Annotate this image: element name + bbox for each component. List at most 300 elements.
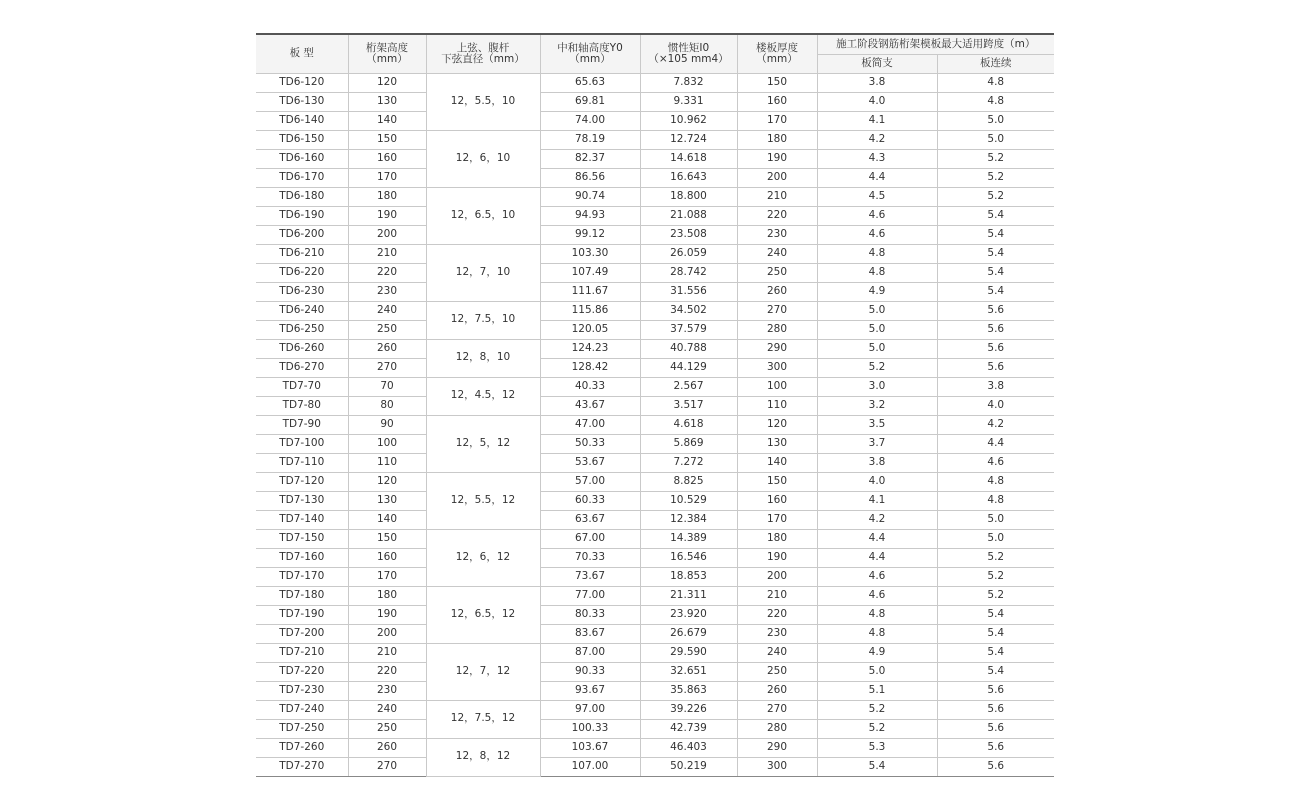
cell-type: TD6-190 bbox=[256, 206, 348, 225]
table-row bbox=[256, 548, 1054, 567]
cell-truss-height: 230 bbox=[348, 282, 426, 301]
cell-slab-thickness: 170 bbox=[737, 510, 817, 529]
table-row bbox=[256, 187, 1054, 206]
cell-truss-height: 270 bbox=[348, 757, 426, 776]
table-row bbox=[256, 757, 1054, 776]
cell-type: TD6-270 bbox=[256, 358, 348, 377]
cell-type: TD6-240 bbox=[256, 301, 348, 320]
cell-slab-thickness: 270 bbox=[737, 301, 817, 320]
cell-inertia: 35.863 bbox=[640, 681, 737, 700]
cell-type: TD6-230 bbox=[256, 282, 348, 301]
table-row bbox=[256, 700, 1054, 719]
cell-inertia: 14.618 bbox=[640, 149, 737, 168]
table-row bbox=[256, 491, 1054, 510]
cell-neutral-axis: 94.93 bbox=[540, 206, 640, 225]
cell-inertia: 18.853 bbox=[640, 567, 737, 586]
cell-neutral-axis: 107.49 bbox=[540, 263, 640, 282]
cell-slab-thickness: 190 bbox=[737, 548, 817, 567]
cell-neutral-axis: 128.42 bbox=[540, 358, 640, 377]
cell-type: TD7-220 bbox=[256, 662, 348, 681]
header-continuous: 板连续 bbox=[937, 54, 1054, 73]
cell-neutral-axis: 103.67 bbox=[540, 738, 640, 757]
cell-slab-thickness: 160 bbox=[737, 92, 817, 111]
cell-span-simple: 4.6 bbox=[817, 586, 937, 605]
table-row bbox=[256, 149, 1054, 168]
cell-type: TD6-140 bbox=[256, 111, 348, 130]
cell-neutral-axis: 103.30 bbox=[540, 244, 640, 263]
cell-neutral-axis: 40.33 bbox=[540, 377, 640, 396]
table-row bbox=[256, 396, 1054, 415]
cell-type: TD7-120 bbox=[256, 472, 348, 491]
cell-inertia: 7.272 bbox=[640, 453, 737, 472]
cell-span-simple: 4.3 bbox=[817, 149, 937, 168]
cell-span-continuous: 4.4 bbox=[937, 434, 1054, 453]
cell-neutral-axis: 43.67 bbox=[540, 396, 640, 415]
cell-type: TD7-210 bbox=[256, 643, 348, 662]
cell-truss-height: 210 bbox=[348, 643, 426, 662]
cell-slab-thickness: 280 bbox=[737, 719, 817, 738]
table-row bbox=[256, 510, 1054, 529]
cell-truss-height: 140 bbox=[348, 111, 426, 130]
cell-neutral-axis: 47.00 bbox=[540, 415, 640, 434]
header-inertia: 惯性矩I0 （×105 mm4） bbox=[640, 34, 737, 73]
table-body bbox=[256, 73, 1054, 776]
table-row bbox=[256, 358, 1054, 377]
cell-truss-height: 180 bbox=[348, 187, 426, 206]
cell-span-simple: 5.3 bbox=[817, 738, 937, 757]
cell-slab-thickness: 100 bbox=[737, 377, 817, 396]
cell-type: TD6-130 bbox=[256, 92, 348, 111]
cell-inertia: 40.788 bbox=[640, 339, 737, 358]
cell-span-continuous: 5.2 bbox=[937, 567, 1054, 586]
cell-type: TD6-150 bbox=[256, 130, 348, 149]
cell-neutral-axis: 67.00 bbox=[540, 529, 640, 548]
cell-neutral-axis: 90.74 bbox=[540, 187, 640, 206]
cell-neutral-axis: 77.00 bbox=[540, 586, 640, 605]
cell-span-continuous: 5.4 bbox=[937, 244, 1054, 263]
cell-neutral-axis: 74.00 bbox=[540, 111, 640, 130]
cell-span-continuous: 4.6 bbox=[937, 453, 1054, 472]
cell-inertia: 26.679 bbox=[640, 624, 737, 643]
cell-slab-thickness: 280 bbox=[737, 320, 817, 339]
cell-span-simple: 4.2 bbox=[817, 510, 937, 529]
table-row bbox=[256, 681, 1054, 700]
cell-inertia: 18.800 bbox=[640, 187, 737, 206]
cell-slab-thickness: 240 bbox=[737, 643, 817, 662]
cell-bar-diameter: 12，4.5，12 bbox=[426, 377, 540, 415]
table-row bbox=[256, 624, 1054, 643]
cell-span-continuous: 4.2 bbox=[937, 415, 1054, 434]
cell-span-simple: 4.8 bbox=[817, 263, 937, 282]
table-row bbox=[256, 263, 1054, 282]
cell-neutral-axis: 90.33 bbox=[540, 662, 640, 681]
table-row bbox=[256, 301, 1054, 320]
cell-slab-thickness: 160 bbox=[737, 491, 817, 510]
cell-type: TD6-250 bbox=[256, 320, 348, 339]
cell-inertia: 3.517 bbox=[640, 396, 737, 415]
cell-slab-thickness: 240 bbox=[737, 244, 817, 263]
cell-truss-height: 100 bbox=[348, 434, 426, 453]
cell-truss-height: 140 bbox=[348, 510, 426, 529]
cell-span-continuous: 5.4 bbox=[937, 605, 1054, 624]
cell-span-continuous: 5.6 bbox=[937, 681, 1054, 700]
cell-truss-height: 200 bbox=[348, 225, 426, 244]
cell-neutral-axis: 73.67 bbox=[540, 567, 640, 586]
table-row bbox=[256, 377, 1054, 396]
cell-neutral-axis: 111.67 bbox=[540, 282, 640, 301]
cell-type: TD7-170 bbox=[256, 567, 348, 586]
cell-inertia: 34.502 bbox=[640, 301, 737, 320]
cell-span-simple: 3.8 bbox=[817, 453, 937, 472]
cell-slab-thickness: 250 bbox=[737, 263, 817, 282]
cell-inertia: 5.869 bbox=[640, 434, 737, 453]
cell-slab-thickness: 150 bbox=[737, 472, 817, 491]
cell-span-continuous: 5.2 bbox=[937, 168, 1054, 187]
cell-neutral-axis: 100.33 bbox=[540, 719, 640, 738]
table-row bbox=[256, 168, 1054, 187]
cell-span-simple: 5.2 bbox=[817, 700, 937, 719]
cell-type: TD6-220 bbox=[256, 263, 348, 282]
cell-slab-thickness: 200 bbox=[737, 567, 817, 586]
cell-inertia: 21.088 bbox=[640, 206, 737, 225]
cell-span-simple: 4.6 bbox=[817, 567, 937, 586]
cell-truss-height: 130 bbox=[348, 491, 426, 510]
cell-span-simple: 5.0 bbox=[817, 301, 937, 320]
cell-span-simple: 4.9 bbox=[817, 282, 937, 301]
cell-span-continuous: 5.4 bbox=[937, 263, 1054, 282]
cell-slab-thickness: 260 bbox=[737, 681, 817, 700]
cell-inertia: 44.129 bbox=[640, 358, 737, 377]
table-row bbox=[256, 662, 1054, 681]
cell-truss-height: 190 bbox=[348, 206, 426, 225]
cell-span-simple: 4.4 bbox=[817, 548, 937, 567]
cell-neutral-axis: 97.00 bbox=[540, 700, 640, 719]
table-row bbox=[256, 244, 1054, 263]
cell-bar-diameter: 12，5.5，12 bbox=[426, 472, 540, 529]
cell-span-simple: 4.0 bbox=[817, 92, 937, 111]
cell-span-continuous: 4.8 bbox=[937, 491, 1054, 510]
cell-type: TD6-260 bbox=[256, 339, 348, 358]
cell-truss-height: 240 bbox=[348, 301, 426, 320]
header-slab-thickness: 楼板厚度 （mm） bbox=[737, 34, 817, 73]
cell-slab-thickness: 230 bbox=[737, 225, 817, 244]
cell-truss-height: 230 bbox=[348, 681, 426, 700]
cell-span-simple: 4.8 bbox=[817, 244, 937, 263]
cell-bar-diameter: 12，7，12 bbox=[426, 643, 540, 700]
cell-span-simple: 4.8 bbox=[817, 624, 937, 643]
cell-slab-thickness: 130 bbox=[737, 434, 817, 453]
cell-inertia: 8.825 bbox=[640, 472, 737, 491]
cell-type: TD7-90 bbox=[256, 415, 348, 434]
cell-slab-thickness: 290 bbox=[737, 339, 817, 358]
cell-slab-thickness: 170 bbox=[737, 111, 817, 130]
cell-type: TD7-80 bbox=[256, 396, 348, 415]
table-row bbox=[256, 453, 1054, 472]
cell-span-continuous: 5.0 bbox=[937, 111, 1054, 130]
cell-truss-height: 180 bbox=[348, 586, 426, 605]
cell-inertia: 12.384 bbox=[640, 510, 737, 529]
truss-spec-table bbox=[256, 33, 1054, 777]
cell-inertia: 9.331 bbox=[640, 92, 737, 111]
cell-truss-height: 120 bbox=[348, 73, 426, 92]
cell-inertia: 7.832 bbox=[640, 73, 737, 92]
cell-truss-height: 120 bbox=[348, 472, 426, 491]
table-row bbox=[256, 719, 1054, 738]
cell-inertia: 16.546 bbox=[640, 548, 737, 567]
cell-span-continuous: 5.4 bbox=[937, 206, 1054, 225]
cell-span-simple: 4.9 bbox=[817, 643, 937, 662]
table-row bbox=[256, 529, 1054, 548]
cell-span-continuous: 5.6 bbox=[937, 700, 1054, 719]
cell-slab-thickness: 300 bbox=[737, 757, 817, 776]
cell-inertia: 39.226 bbox=[640, 700, 737, 719]
table-row bbox=[256, 130, 1054, 149]
cell-type: TD6-200 bbox=[256, 225, 348, 244]
table-row bbox=[256, 643, 1054, 662]
cell-slab-thickness: 210 bbox=[737, 586, 817, 605]
cell-truss-height: 80 bbox=[348, 396, 426, 415]
cell-truss-height: 170 bbox=[348, 567, 426, 586]
cell-slab-thickness: 270 bbox=[737, 700, 817, 719]
cell-span-simple: 3.2 bbox=[817, 396, 937, 415]
cell-neutral-axis: 65.63 bbox=[540, 73, 640, 92]
cell-type: TD7-100 bbox=[256, 434, 348, 453]
cell-span-simple: 4.4 bbox=[817, 168, 937, 187]
cell-truss-height: 170 bbox=[348, 168, 426, 187]
cell-type: TD6-170 bbox=[256, 168, 348, 187]
cell-inertia: 50.219 bbox=[640, 757, 737, 776]
cell-span-simple: 5.2 bbox=[817, 719, 937, 738]
cell-neutral-axis: 69.81 bbox=[540, 92, 640, 111]
cell-inertia: 37.579 bbox=[640, 320, 737, 339]
cell-span-simple: 5.2 bbox=[817, 358, 937, 377]
cell-neutral-axis: 50.33 bbox=[540, 434, 640, 453]
cell-truss-height: 240 bbox=[348, 700, 426, 719]
cell-inertia: 28.742 bbox=[640, 263, 737, 282]
cell-type: TD7-200 bbox=[256, 624, 348, 643]
cell-bar-diameter: 12，7.5，10 bbox=[426, 301, 540, 339]
table-row bbox=[256, 111, 1054, 130]
cell-span-continuous: 5.6 bbox=[937, 358, 1054, 377]
cell-type: TD6-160 bbox=[256, 149, 348, 168]
cell-slab-thickness: 120 bbox=[737, 415, 817, 434]
cell-slab-thickness: 110 bbox=[737, 396, 817, 415]
cell-type: TD7-110 bbox=[256, 453, 348, 472]
cell-truss-height: 190 bbox=[348, 605, 426, 624]
cell-type: TD7-260 bbox=[256, 738, 348, 757]
cell-slab-thickness: 180 bbox=[737, 130, 817, 149]
cell-truss-height: 90 bbox=[348, 415, 426, 434]
table-row bbox=[256, 206, 1054, 225]
cell-span-continuous: 4.8 bbox=[937, 472, 1054, 491]
cell-truss-height: 270 bbox=[348, 358, 426, 377]
cell-truss-height: 220 bbox=[348, 263, 426, 282]
cell-slab-thickness: 290 bbox=[737, 738, 817, 757]
cell-truss-height: 250 bbox=[348, 320, 426, 339]
cell-neutral-axis: 115.86 bbox=[540, 301, 640, 320]
cell-inertia: 2.567 bbox=[640, 377, 737, 396]
cell-inertia: 14.389 bbox=[640, 529, 737, 548]
cell-bar-diameter: 12，5，12 bbox=[426, 415, 540, 472]
table-row bbox=[256, 472, 1054, 491]
cell-truss-height: 150 bbox=[348, 529, 426, 548]
cell-neutral-axis: 53.67 bbox=[540, 453, 640, 472]
cell-type: TD7-180 bbox=[256, 586, 348, 605]
cell-span-continuous: 5.2 bbox=[937, 187, 1054, 206]
cell-type: TD7-270 bbox=[256, 757, 348, 776]
table-row bbox=[256, 567, 1054, 586]
cell-truss-height: 260 bbox=[348, 738, 426, 757]
cell-inertia: 23.508 bbox=[640, 225, 737, 244]
cell-span-simple: 3.5 bbox=[817, 415, 937, 434]
cell-inertia: 46.403 bbox=[640, 738, 737, 757]
cell-neutral-axis: 87.00 bbox=[540, 643, 640, 662]
cell-span-simple: 5.4 bbox=[817, 757, 937, 776]
cell-neutral-axis: 63.67 bbox=[540, 510, 640, 529]
cell-inertia: 26.059 bbox=[640, 244, 737, 263]
cell-span-continuous: 5.6 bbox=[937, 320, 1054, 339]
table-header bbox=[256, 34, 1054, 73]
cell-span-continuous: 5.2 bbox=[937, 548, 1054, 567]
table-row bbox=[256, 282, 1054, 301]
cell-span-continuous: 5.6 bbox=[937, 738, 1054, 757]
cell-type: TD7-70 bbox=[256, 377, 348, 396]
table-row bbox=[256, 586, 1054, 605]
cell-span-continuous: 5.6 bbox=[937, 757, 1054, 776]
cell-truss-height: 130 bbox=[348, 92, 426, 111]
cell-span-continuous: 5.2 bbox=[937, 586, 1054, 605]
table-row bbox=[256, 738, 1054, 757]
cell-truss-height: 150 bbox=[348, 130, 426, 149]
cell-span-continuous: 5.4 bbox=[937, 282, 1054, 301]
table-row bbox=[256, 92, 1054, 111]
cell-slab-thickness: 220 bbox=[737, 605, 817, 624]
cell-neutral-axis: 83.67 bbox=[540, 624, 640, 643]
cell-slab-thickness: 230 bbox=[737, 624, 817, 643]
cell-type: TD7-240 bbox=[256, 700, 348, 719]
cell-span-simple: 4.1 bbox=[817, 111, 937, 130]
cell-neutral-axis: 120.05 bbox=[540, 320, 640, 339]
cell-truss-height: 260 bbox=[348, 339, 426, 358]
cell-type: TD7-230 bbox=[256, 681, 348, 700]
cell-span-continuous: 5.0 bbox=[937, 130, 1054, 149]
cell-span-continuous: 5.4 bbox=[937, 225, 1054, 244]
cell-neutral-axis: 80.33 bbox=[540, 605, 640, 624]
cell-truss-height: 70 bbox=[348, 377, 426, 396]
header-max-span: 施工阶段钢筋桁架模板最大适用跨度（m） bbox=[817, 34, 1054, 54]
cell-span-simple: 4.1 bbox=[817, 491, 937, 510]
cell-span-continuous: 5.2 bbox=[937, 149, 1054, 168]
table-row bbox=[256, 320, 1054, 339]
cell-span-simple: 3.7 bbox=[817, 434, 937, 453]
cell-inertia: 42.739 bbox=[640, 719, 737, 738]
table-row bbox=[256, 339, 1054, 358]
cell-span-continuous: 5.4 bbox=[937, 643, 1054, 662]
cell-span-simple: 4.0 bbox=[817, 472, 937, 491]
cell-neutral-axis: 57.00 bbox=[540, 472, 640, 491]
cell-span-simple: 4.8 bbox=[817, 605, 937, 624]
cell-type: TD7-140 bbox=[256, 510, 348, 529]
cell-span-continuous: 5.6 bbox=[937, 301, 1054, 320]
cell-span-simple: 5.1 bbox=[817, 681, 937, 700]
table-row bbox=[256, 73, 1054, 92]
cell-inertia: 4.618 bbox=[640, 415, 737, 434]
cell-bar-diameter: 12，7，10 bbox=[426, 244, 540, 301]
cell-slab-thickness: 300 bbox=[737, 358, 817, 377]
cell-inertia: 23.920 bbox=[640, 605, 737, 624]
cell-neutral-axis: 60.33 bbox=[540, 491, 640, 510]
cell-inertia: 10.962 bbox=[640, 111, 737, 130]
cell-type: TD7-150 bbox=[256, 529, 348, 548]
cell-truss-height: 220 bbox=[348, 662, 426, 681]
table-row bbox=[256, 225, 1054, 244]
header-type: 板 型 bbox=[256, 34, 348, 73]
cell-bar-diameter: 12，6，10 bbox=[426, 130, 540, 187]
header-bar-diameter: 上弦、腹杆 下弦直径（mm） bbox=[426, 34, 540, 73]
cell-bar-diameter: 12，6.5，10 bbox=[426, 187, 540, 244]
cell-span-simple: 5.0 bbox=[817, 339, 937, 358]
cell-slab-thickness: 260 bbox=[737, 282, 817, 301]
cell-slab-thickness: 140 bbox=[737, 453, 817, 472]
cell-type: TD7-160 bbox=[256, 548, 348, 567]
cell-span-simple: 4.4 bbox=[817, 529, 937, 548]
cell-inertia: 21.311 bbox=[640, 586, 737, 605]
cell-slab-thickness: 190 bbox=[737, 149, 817, 168]
cell-inertia: 32.651 bbox=[640, 662, 737, 681]
cell-bar-diameter: 12，6.5，12 bbox=[426, 586, 540, 643]
cell-span-continuous: 4.8 bbox=[937, 92, 1054, 111]
cell-bar-diameter: 12，8，10 bbox=[426, 339, 540, 377]
cell-inertia: 12.724 bbox=[640, 130, 737, 149]
cell-type: TD7-190 bbox=[256, 605, 348, 624]
cell-type: TD6-120 bbox=[256, 73, 348, 92]
header-simple-support: 板简支 bbox=[817, 54, 937, 73]
cell-slab-thickness: 200 bbox=[737, 168, 817, 187]
cell-inertia: 10.529 bbox=[640, 491, 737, 510]
cell-truss-height: 200 bbox=[348, 624, 426, 643]
cell-neutral-axis: 70.33 bbox=[540, 548, 640, 567]
cell-span-continuous: 5.0 bbox=[937, 529, 1054, 548]
cell-span-simple: 5.0 bbox=[817, 662, 937, 681]
cell-truss-height: 160 bbox=[348, 149, 426, 168]
cell-neutral-axis: 99.12 bbox=[540, 225, 640, 244]
cell-span-continuous: 5.6 bbox=[937, 339, 1054, 358]
cell-bar-diameter: 12，8，12 bbox=[426, 738, 540, 776]
cell-span-continuous: 5.4 bbox=[937, 662, 1054, 681]
cell-span-continuous: 5.6 bbox=[937, 719, 1054, 738]
cell-span-simple: 5.0 bbox=[817, 320, 937, 339]
table-row bbox=[256, 605, 1054, 624]
cell-slab-thickness: 150 bbox=[737, 73, 817, 92]
cell-span-simple: 3.0 bbox=[817, 377, 937, 396]
cell-bar-diameter: 12，7.5，12 bbox=[426, 700, 540, 738]
cell-neutral-axis: 93.67 bbox=[540, 681, 640, 700]
header-neutral-axis: 中和轴高度Y0 （mm） bbox=[540, 34, 640, 73]
cell-slab-thickness: 220 bbox=[737, 206, 817, 225]
table-row bbox=[256, 415, 1054, 434]
cell-span-simple: 3.8 bbox=[817, 73, 937, 92]
cell-slab-thickness: 210 bbox=[737, 187, 817, 206]
cell-type: TD6-210 bbox=[256, 244, 348, 263]
cell-truss-height: 160 bbox=[348, 548, 426, 567]
cell-inertia: 16.643 bbox=[640, 168, 737, 187]
cell-bar-diameter: 12，6，12 bbox=[426, 529, 540, 586]
cell-span-simple: 4.2 bbox=[817, 130, 937, 149]
cell-span-continuous: 4.8 bbox=[937, 73, 1054, 92]
cell-truss-height: 210 bbox=[348, 244, 426, 263]
cell-neutral-axis: 78.19 bbox=[540, 130, 640, 149]
cell-span-continuous: 5.4 bbox=[937, 624, 1054, 643]
